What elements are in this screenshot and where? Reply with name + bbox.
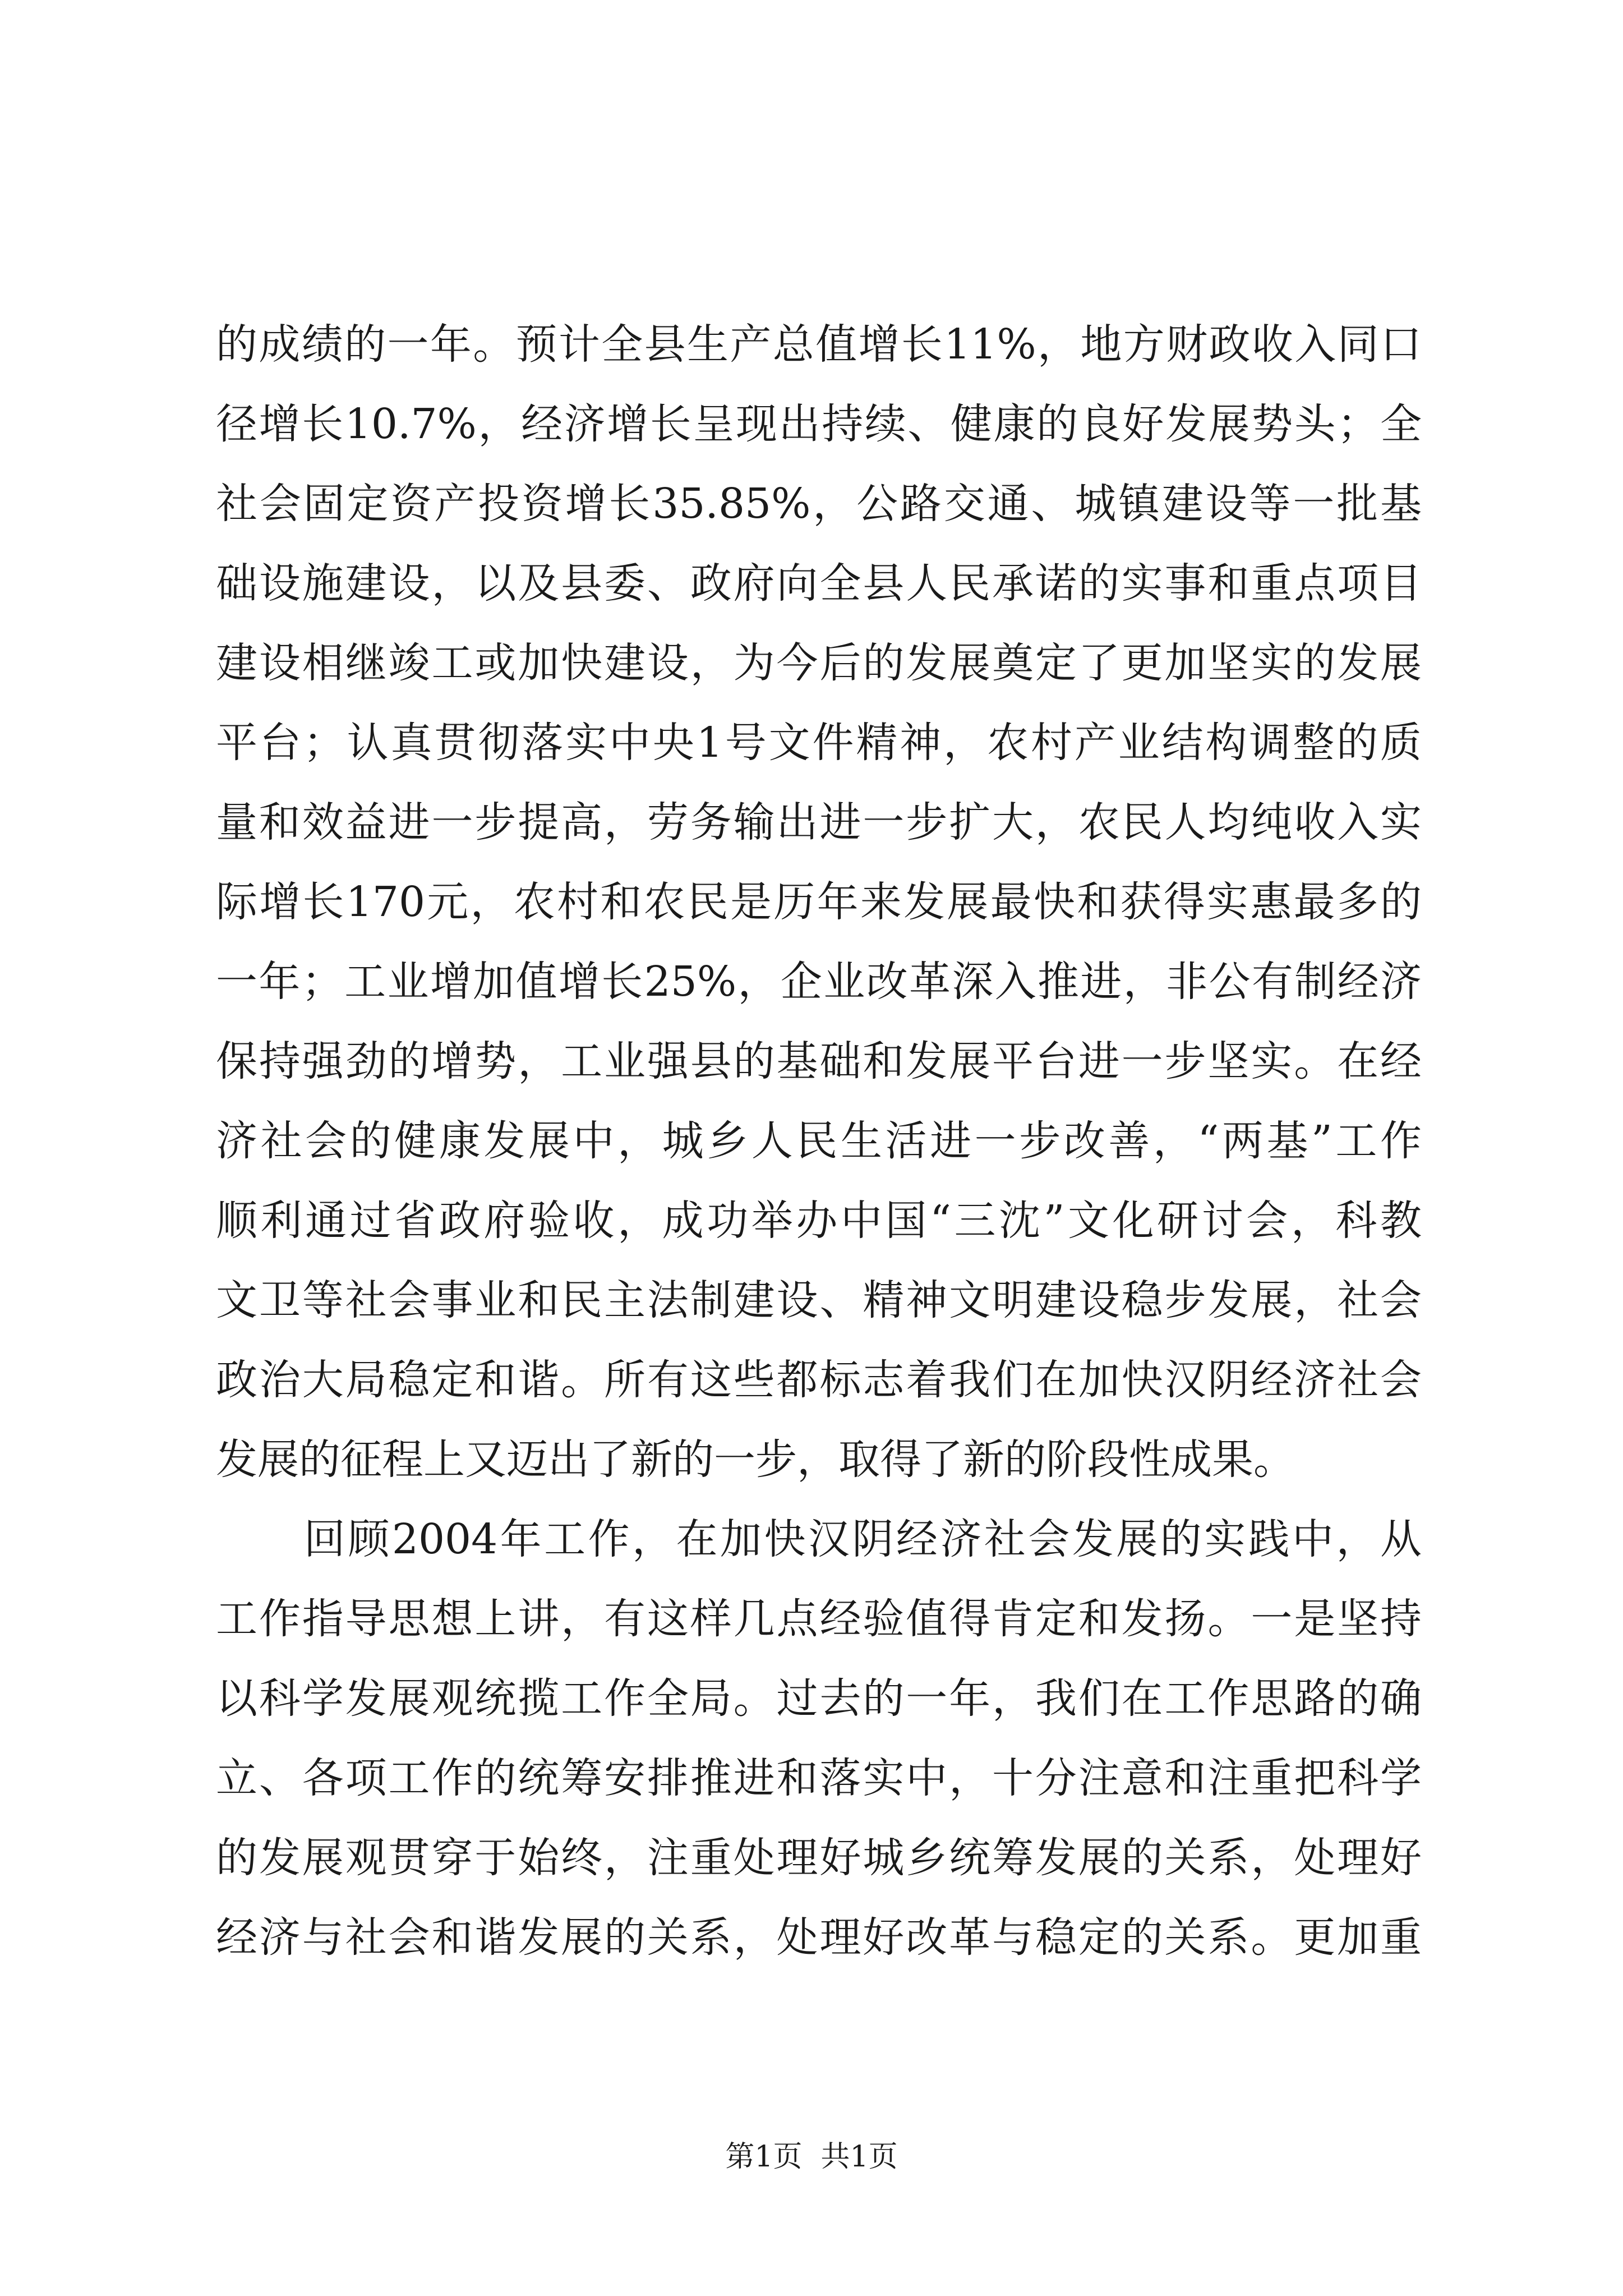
text-line: 回顾2004年工作，在加快汉阴经济社会发展的实践中，从 xyxy=(216,1515,1422,1563)
text-line: 建设相继竣工或加快建设，为今后的发展奠定了更加坚实的发展 xyxy=(216,639,1422,687)
text-line: 社会固定资产投资增长35.85%，公路交通、城镇建设等一批基 xyxy=(216,480,1422,528)
text-line: 济社会的健康发展中，城乡人民生活进一步改善，“两基”工作 xyxy=(216,1117,1422,1165)
text-line: 以科学发展观统揽工作全局。过去的一年，我们在工作思路的确 xyxy=(216,1674,1422,1723)
text-line: 立、各项工作的统筹安排推进和落实中，十分注意和注重把科学 xyxy=(216,1754,1422,1802)
text-line: 量和效益进一步提高，劳务输出进一步扩大，农民人均纯收入实 xyxy=(216,798,1422,846)
text-line: 工作指导思想上讲，有这样几点经验值得肯定和发扬。一是坚持 xyxy=(216,1595,1422,1643)
text-line: 径增长10.7%，经济增长呈现出持续、健康的良好发展势头；全 xyxy=(216,400,1422,448)
text-line: 际增长170元，农村和农民是历年来发展最快和获得实惠最多的 xyxy=(216,878,1422,926)
text-line: 政治大局稳定和谐。所有这些都标志着我们在加快汉阴经济社会 xyxy=(216,1356,1422,1404)
text-line: 的成绩的一年。预计全县生产总值增长11%，地方财政收入同口 xyxy=(216,320,1422,369)
page-footer xyxy=(0,2140,1623,2174)
text-line: 发展的征程上又迈出了新的一步，取得了新的阶段性成果。 xyxy=(216,1435,1295,1484)
text-line: 础设施建设，以及县委、政府向全县人民承诺的实事和重点项目 xyxy=(216,559,1422,608)
document-body xyxy=(216,305,1422,1977)
text-line: 的发展观贯穿于始终，注重处理好城乡统筹发展的关系，处理好 xyxy=(216,1834,1422,1882)
paragraph-2 xyxy=(216,1499,1422,1977)
text-line: 平台；认真贯彻落实中央1号文件精神，农村产业结构调整的质 xyxy=(216,719,1422,767)
paragraph-1 xyxy=(216,305,1422,1499)
text-line: 文卫等社会事业和民主法制建设、精神文明建设稳步发展，社会 xyxy=(216,1276,1422,1324)
text-line: 经济与社会和谐发展的关系，处理好改革与稳定的关系。更加重 xyxy=(216,1913,1422,1962)
text-line: 保持强劲的增势，工业强县的基础和发展平台进一步坚实。在经 xyxy=(216,1037,1422,1085)
page-number-label: 第1页 共1页 xyxy=(725,2140,898,2174)
text-line: 一年；工业增加值增长25%，企业改革深入推进，非公有制经济 xyxy=(216,958,1422,1006)
text-line: 顺利通过省政府验收，成功举办中国“三沈”文化研讨会，科教 xyxy=(216,1197,1422,1245)
